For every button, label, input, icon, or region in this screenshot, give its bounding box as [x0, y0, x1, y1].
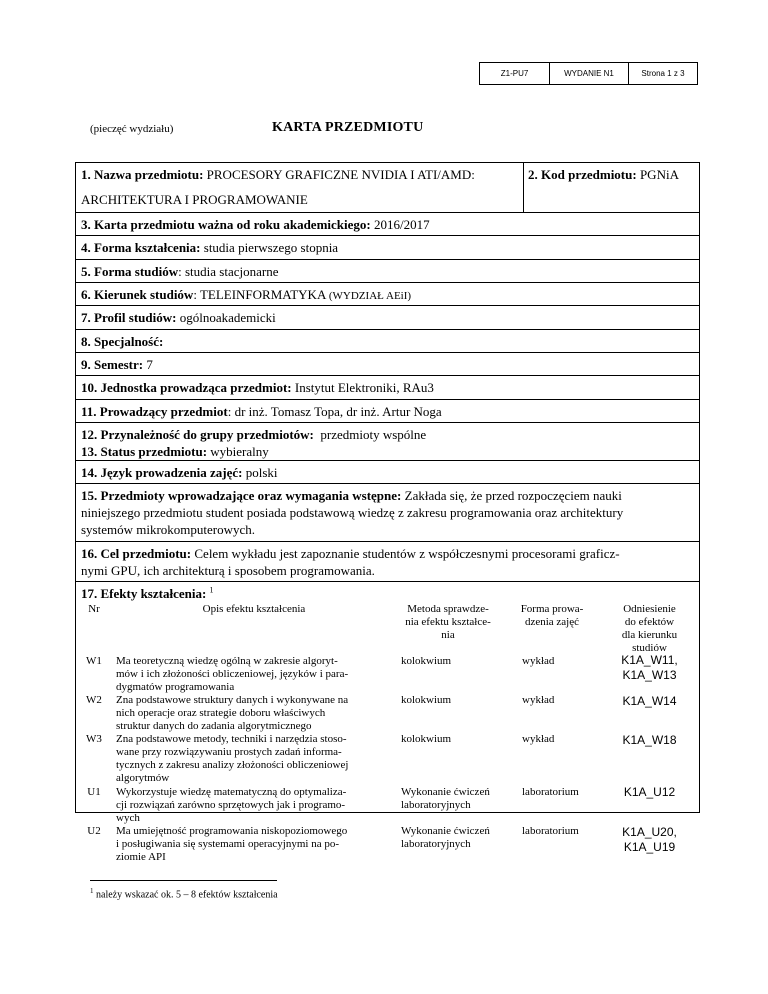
footnote-separator [90, 880, 277, 881]
table-row-nr: U2 [87, 825, 101, 837]
row-instructors: 11. Prowadzący przedmiot: dr inż. Tomasz Topa, dr inż. Artur Noga [76, 399, 699, 420]
table-row-description: Zna podstawowe struktury danych i wykonywane na nich operacje oraz strategie doboru właściwych struktur danych do zadania algorytmicznego [116, 694, 349, 732]
document-header-box [479, 62, 698, 85]
row-language: 14. Język prowadzenia zajęć: polski [76, 460, 699, 481]
table-row-description: Wykorzystuje wiedzę matematyczną do optymaliza- cji rozwiązań zarówno sprzętowych jak i programo- wych [116, 786, 347, 824]
row-field-of-study: 6. Kierunek studiów: TELEINFORMATYKA (WYDZIAŁ AEiI) [76, 282, 699, 305]
course-card [75, 162, 700, 863]
row-learning-outcomes: 17. Efekty kształcenia: $^1$ [76, 581, 699, 602]
table-row-form: wykład [522, 733, 555, 745]
table-row-form: laboratorium [522, 786, 579, 798]
table-row-form: wykład [522, 655, 555, 667]
table-row-method: Wykonanie ćwiczeń laboratoryjnych [401, 786, 490, 811]
table-row-reference: K1A_U20, K1A_U19 [622, 825, 677, 854]
f1-value-2: ARCHITEKTURA I PROGRAMOWANIE [81, 192, 308, 207]
table-row-nr: W3 [86, 733, 102, 745]
table-row-method: kolokwium [401, 733, 452, 745]
doc-edition: WYDANIE N1 [549, 63, 628, 84]
row-valid-year: 3. Karta przedmiotu ważna od roku akademickiego: 2016/2017 [76, 212, 699, 233]
table-row-nr: W1 [86, 655, 102, 667]
col-header-form: Forma prowa- dzenia zajęć [520, 603, 584, 628]
col-header-reference: Odniesienie do efektów dla kierunku studiów [621, 603, 678, 654]
f1-label: 1. Nazwa przedmiotu: [81, 167, 204, 182]
table-row-description: Zna podstawowe metody, techniki i narzędzia stoso- wane przy rozwiązywaniu prostych zadań informa- tycznych z zakresu analizy złożoności obliczeniowej algorytmów [116, 733, 349, 784]
f1-value-1: PROCESORY GRAFICZNE NVIDIA I ATI/AMD: [206, 167, 475, 182]
row-group-status: 12. Przynależność do grupy przedmiotów: przedmioty wspólne 13. Status przedmiotu: wybieralny [76, 422, 699, 460]
table-row-form: laboratorium [522, 825, 579, 837]
doc-code: Z1-PU7 [500, 69, 529, 78]
f2-value: PGNiA [639, 167, 679, 182]
table-row-description: Ma umiejętność programowania niskopoziomowego i posługiwania się systemami operacyjnymi na po- ziomie API [116, 825, 348, 863]
faculty-stamp-label: (pieczęć wydziału) [90, 123, 174, 135]
table-row-form: wykład [522, 694, 555, 706]
col-header-nr: Nr [88, 603, 100, 615]
col-header-description: Opis efektu kształcenia [202, 603, 306, 615]
table-row-description: Ma teoretyczną wiedzę ogólną w zakresie algoryt- mów i ich złożoności obliczeniowej, języków i para- dygmatów programowania [116, 655, 349, 693]
doc-page: Strona 1 z 3 [628, 63, 697, 84]
table-row-nr: W2 [86, 694, 102, 706]
f2-label: 2. Kod przedmiotu: [528, 167, 637, 182]
row-study-form: 5. Forma studiów: studia stacjonarne [76, 259, 699, 280]
row-semester: 9. Semestr: 7 [76, 352, 699, 373]
row-unit: 10. Jednostka prowadząca przedmiot: Instytut Elektroniki, RAu3 [76, 375, 699, 396]
table-row-method: kolokwium [401, 655, 452, 667]
footnote: $^1$ należy wskazać ok. 5 – 8 efektów kształcenia [90, 887, 278, 901]
table-row-reference: K1A_W18 [622, 733, 677, 747]
table-row-reference: K1A_W11, K1A_W13 [621, 653, 678, 682]
row-specialty: 8. Specjalność: [76, 329, 699, 350]
row-course-goal: 16. Cel przedmiotu: Celem wykładu jest zapoznanie studentów z współczesnymi procesorami graficz- nymi GPU, ich architekturą i sposobem programowania. [76, 541, 699, 579]
page-title: KARTA PRZEDMIOTU [272, 120, 424, 135]
col-header-method: Metoda sprawdze- nia efektu kształce- nia [405, 603, 491, 641]
row-education-form: 4. Forma kształcenia: studia pierwszego stopnia [76, 235, 699, 256]
table-row-reference: K1A_W14 [622, 694, 677, 708]
table-row-method: Wykonanie ćwiczeń laboratoryjnych [401, 825, 490, 850]
table-row-method: kolokwium [401, 694, 452, 706]
table-row-reference: K1A_U12 [623, 785, 676, 799]
row-profile: 7. Profil studiów: ogólnoakademicki [76, 305, 699, 326]
row-prerequisites: 15. Przedmioty wprowadzające oraz wymagania wstępne: Zakłada się, że przed rozpoczęciem nauki niniejszego przedmiotu student posiada podstawową wiedzę z zakresu programowania oraz architektury systemów mikrokomputerowych. [76, 483, 699, 538]
row-course-name [76, 163, 699, 212]
table-row-nr: U1 [87, 786, 101, 798]
